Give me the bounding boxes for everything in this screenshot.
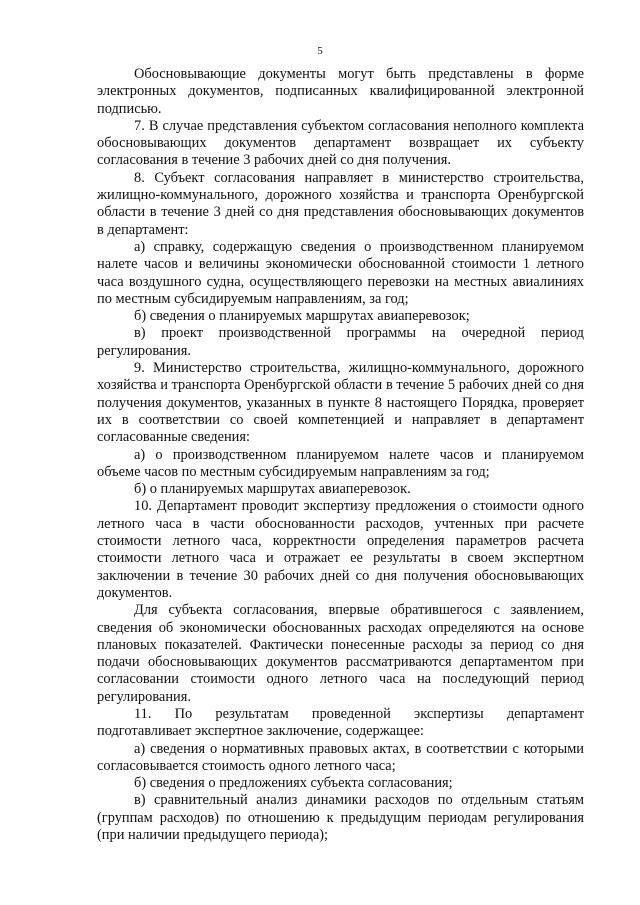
document-body <box>97 66 584 844</box>
paragraph-item-11v: в) сравнительный анализ динамики расходов по отдельным статьям (группам расходов) по отношению к предыдущим периодам регулирования (при наличии предыдущего периода); <box>97 792 584 844</box>
paragraph-item-11b: б) сведения о предложениях субъекта согласования; <box>134 775 453 792</box>
paragraph-first-time-applicant: Для субъекта согласования, впервые обратившегося с заявлением, сведения об экономически обоснованных расходах определяются на основе плановых показателей. Фактически понесенные расходы за период со дня подачи обосновывающих документов рассматриваются департаментом при согласовании стоимости одного летного часа на последующий период регулирования. <box>97 602 584 705</box>
paragraph-item-8b: б) сведения о планируемых маршрутах авиаперевозок; <box>134 308 470 325</box>
paragraph-e-documents: Обосновывающие документы могут быть представлены в форме электронных документов, подписанных квалифицированной электронной подписью. <box>97 66 584 117</box>
paragraph-item-9a: а) о производственном планируемом налете часов и планируемом объеме часов по местным субсидируемым направлениям за год; <box>97 446 584 480</box>
paragraph-item-7: 7. В случае представления субъектом согласования неполного комплекта обосновывающих документов департамент возвращает их субъекту согласования в течение 3 рабочих дней со дня получения. <box>97 117 584 169</box>
paragraph-item-9: 9. Министерство строительства, жилищно-коммунального, дорожного хозяйства и транспорта Оренбургской области в течение 5 рабочих дней со дня получения документов, указанных в пункте 8 настоящего Порядка, проверяет их в соответствии со своей компетенцией и направляет в департамент согласованные сведения: <box>97 360 584 446</box>
paragraph-item-8v: в) проект производственной программы на очередной период регулирования. <box>97 325 584 359</box>
paragraph-item-9b: б) о планируемых маршрутах авиаперевозок. <box>134 481 411 498</box>
page-number: 5 <box>317 45 323 57</box>
paragraph-item-8a: а) справку, содержащую сведения о производственном планируемом налете часов и величины экономически обоснованной стоимости 1 летного часа воздушного судна, осуществляющего перевозки на местных авиалиниях по местным субсидируемым направлениям, за год; <box>97 238 584 307</box>
paragraph-item-10: 10. Департамент проводит экспертизу предложения о стоимости одного летного часа в части обоснованности расходов, учтенных при расчете стоимости летного часа, корректности определения параметров расчета стоимости летного часа и отражает ее результаты в своем экспертном заключении в течение 30 рабочих дней со дня получения обосновывающих документов. <box>97 498 584 601</box>
paragraph-item-8: 8. Субъект согласования направляет в министерство строительства, жилищно-коммунального, дорожного хозяйства и транспорта Оренбургской области в течение 3 дней со дня представления обосновывающих документов в департамент: <box>97 169 584 238</box>
paragraph-item-11a: а) сведения о нормативных правовых актах, в соответствии с которыми согласовывается стоимость одного летного часа; <box>97 740 584 774</box>
paragraph-item-11: 11. По результатам проведенной экспертизы департамент подготавливает экспертное заключение, содержащее: <box>97 705 584 740</box>
